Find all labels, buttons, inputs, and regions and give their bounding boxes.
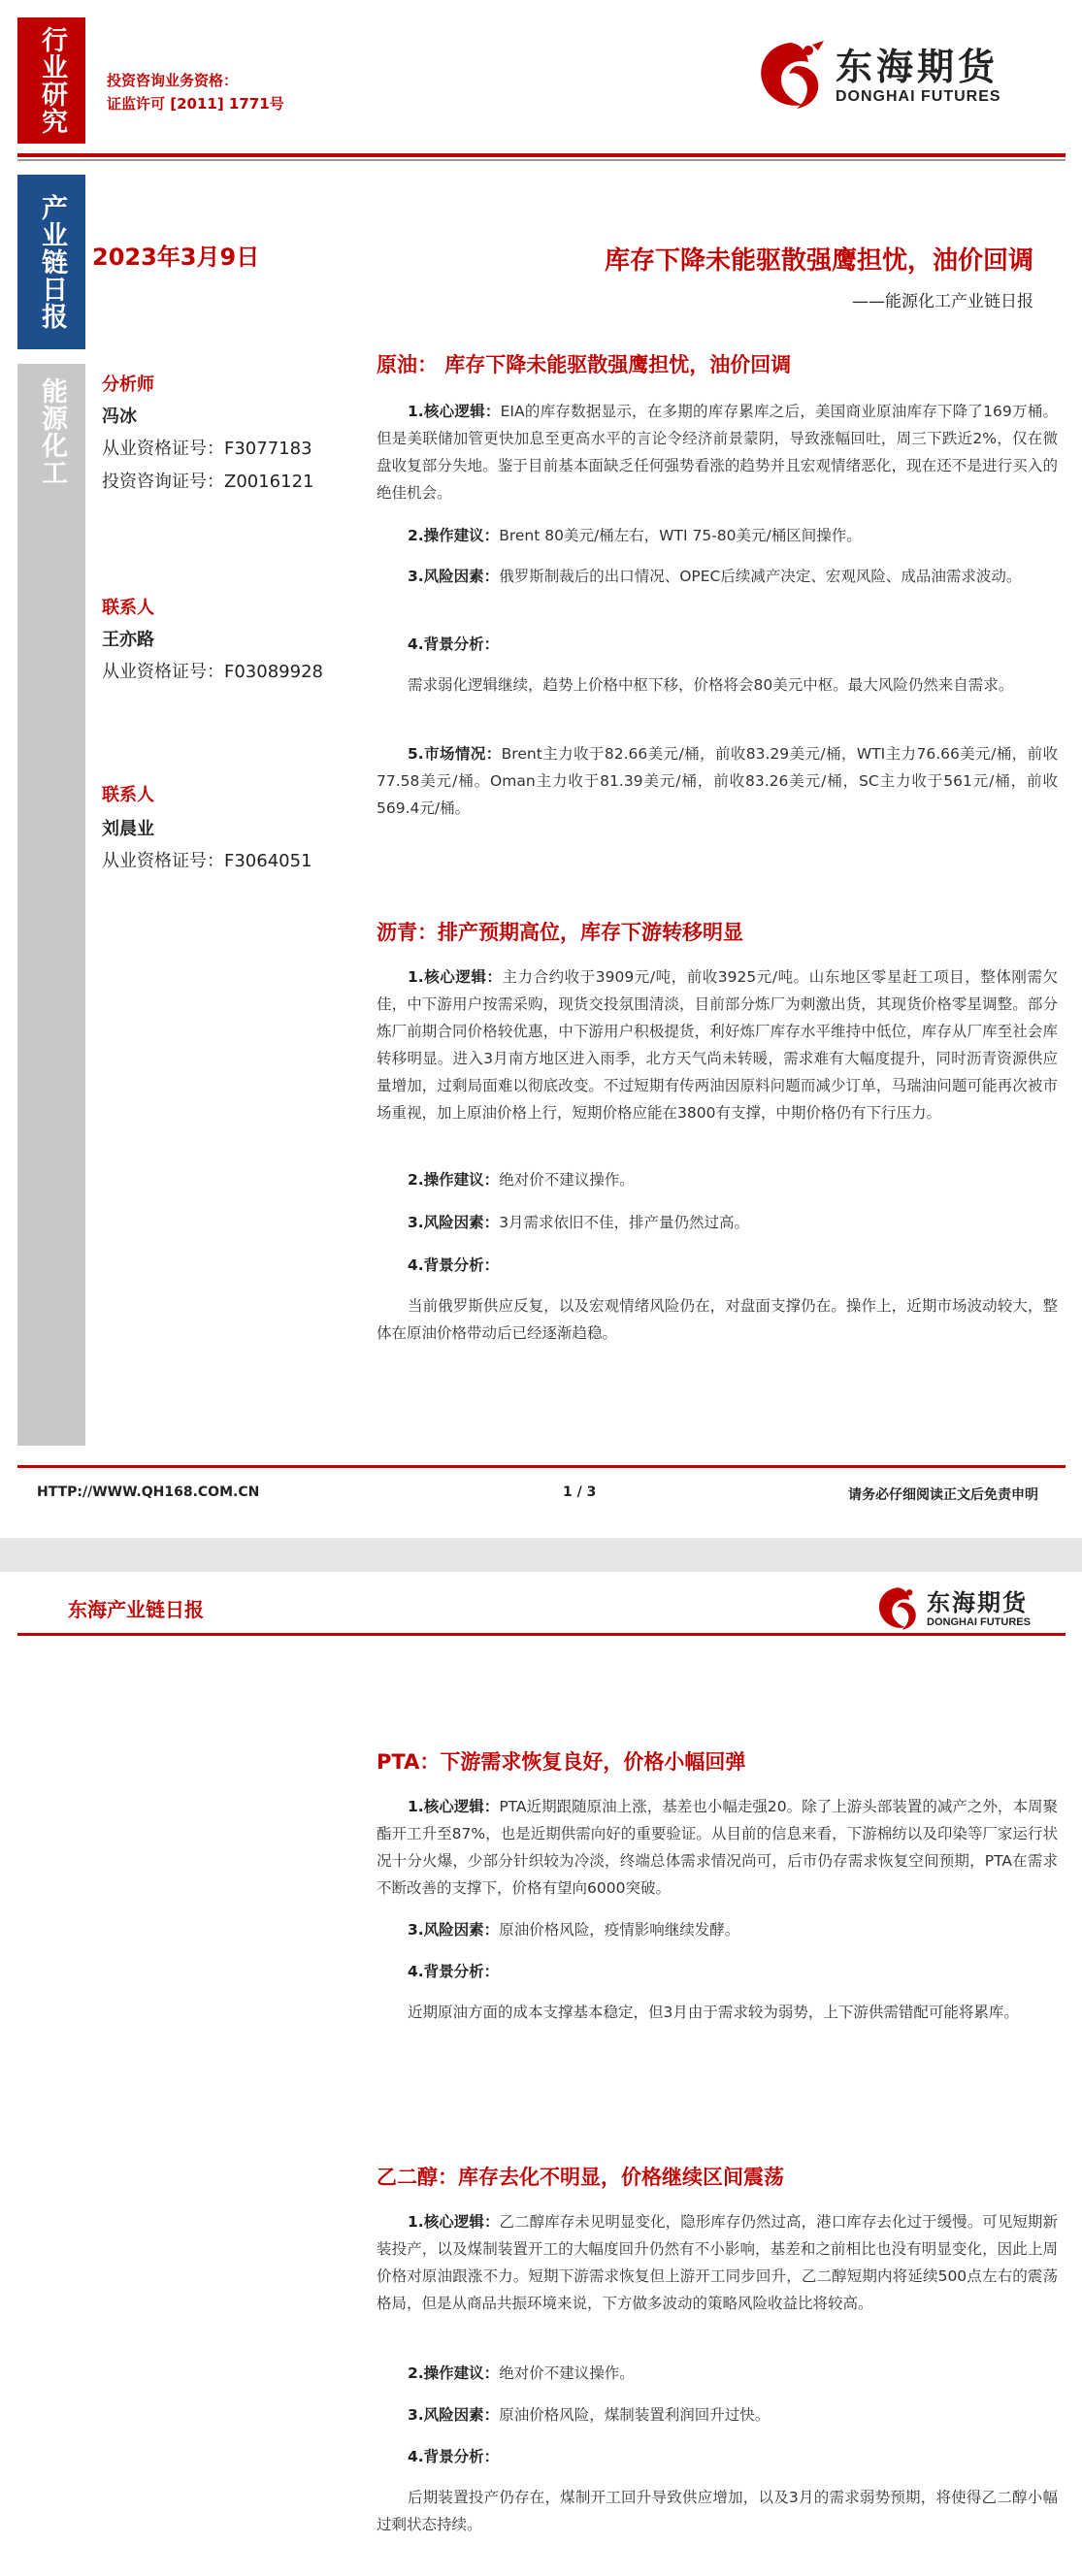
para-label: 2.操作建议：: [408, 1171, 500, 1189]
para-text: 原油价格风险，煤制装置利润回升过快。: [499, 2406, 771, 2424]
analyst-cert: 从业资格证号：F3077183: [102, 439, 312, 459]
para-label: 3.风险因素：: [408, 1214, 500, 1231]
logo-cn-text: 东海期货: [927, 1588, 1028, 1616]
pta-background-label: [377, 1958, 1058, 1985]
section-title-meg: 乙二醇：库存去化不明显，价格继续区间震荡: [377, 2166, 784, 2189]
meg-background-label: [377, 2443, 1058, 2470]
para-label: 4.背景分析：: [408, 1256, 500, 1274]
para-text: 3月需求依旧不佳，排产量仍然过高。: [499, 1214, 750, 1231]
contact-cert: 从业资格证号：F03089928: [102, 662, 323, 682]
side-tab-label: 产业链日报: [37, 194, 67, 330]
contact-name: 王亦路: [102, 630, 154, 650]
para-text: 绝对价不建议操作。: [499, 1171, 635, 1189]
page-number: 1 / 3: [563, 1484, 597, 1500]
contact-heading: 联系人: [102, 598, 154, 618]
report-subtitle: ——能源化工产业链日报: [852, 292, 1033, 311]
para-label: 3.风险因素：: [408, 1921, 500, 1939]
report-title: 库存下降未能驱散强鹰担忧，油价回调: [604, 246, 1033, 276]
para-label: 3.风险因素：: [408, 568, 500, 585]
para-label: 2.操作建议：: [408, 2364, 500, 2382]
header-rule: [17, 153, 1066, 157]
para-text: 绝对价不建议操作。: [499, 2364, 635, 2382]
page2-header-rule: [17, 1633, 1066, 1636]
section-title-crude: 原油： 库存下降未能驱散强鹰担忧，油价回调: [377, 353, 792, 376]
crude-core-logic: [377, 398, 1058, 506]
meg-core-logic: [377, 2208, 1058, 2317]
side-tab-label: 行业研究: [37, 26, 67, 135]
para-label: 1.核心逻辑：: [408, 2213, 500, 2231]
para-text: 乙二醇库存未见明显变化，隐形库存仍然过高，港口库存去化过于缓慢。可见短期新装投产，以及煤制装置开工的大幅度回升仍然有不小影响，基差和之前相比也没有明显变化，因此上周价格对原油跟涨不力。短期下游需求恢复但上游开工同步回升，乙二醇短期内将延续500点左右的震荡格局，但是从商品共振环境来说，下方做多波动的策略风险收益比将较高。: [377, 2213, 1058, 2312]
para-label: 4.背景分析：: [408, 636, 500, 653]
pta-risk: [377, 1916, 1058, 1943]
para-text: 当前俄罗斯供应反复，以及宏观情绪风险仍在，对盘面支撑仍在。操作上，近期市场波动较大，整体在原油价格带动后已经逐渐趋稳。: [377, 1297, 1058, 1342]
para-text: Brent主力收于82.66美元/桶，前收83.29美元/桶，WTI主力76.66美元/桶，前收77.58美元/桶。Oman主力收于81.39美元/桶，前收83.26美元/桶，SC主力收于561元/桶，前收569.4元/桶。: [377, 745, 1058, 817]
section-title-asphalt: 沥青：排产预期高位，库存下游转移明显: [377, 921, 743, 944]
para-text: 原油价格风险，疫情影响继续发酵。: [499, 1921, 740, 1939]
donghai-logo: [752, 37, 1001, 114]
report-date: 2023年3月9日: [92, 244, 260, 271]
section-title-pta: PTA：下游需求恢复良好，价格小幅回弹: [377, 1750, 746, 1774]
pta-background: [377, 1999, 1058, 2026]
para-label: 4.背景分析：: [408, 2448, 500, 2465]
pta-core-logic: [377, 1793, 1058, 1902]
para-text: 近期原油方面的成本支撑基本稳定，但3月由于需求较为弱势，上下游供需错配可能将累库。: [408, 2004, 1019, 2021]
qualification-line-2: 证监许可 [2011] 1771号: [107, 95, 284, 113]
para-label: 5.市场情况：: [408, 745, 502, 763]
para-text: 后期装置投产仍存在，煤制开工回升导致供应增加，以及3月的需求弱势预期，将使得乙二醇小幅过剩状态持续。: [377, 2489, 1058, 2533]
meg-background: [377, 2484, 1058, 2538]
crude-background-label: [377, 631, 1058, 658]
crude-suggestion: [377, 522, 1058, 549]
side-tab-label: 能源化工: [37, 377, 67, 486]
para-text: Brent 80美元/桶左右，WTI 75-80美元/桶区间操作。: [499, 527, 862, 544]
para-label: 4.背景分析：: [408, 1963, 500, 1980]
analyst-name: 冯冰: [102, 407, 137, 427]
dragon-logo-icon: [752, 37, 828, 114]
asphalt-risk: [377, 1209, 1058, 1236]
para-text: PTA近期跟随原油上涨，基差也小幅走强20。除了上游头部装置的减产之外，本周聚酯开工升至87%，也是近期供需向好的重要验证。从目前的信息来看，下游棉纺以及印染等厂家运行状况十分火爆，少部分针织较为冷淡，终端总体需求情况尚可，后市仍存需求恢复空间预期，PTA在需求不断改善的支撑下，价格有望向6000突破。: [377, 1798, 1058, 1897]
para-label: 2.操作建议：: [408, 527, 500, 544]
para-label: 1.核心逻辑：: [408, 403, 501, 420]
side-tab-chain-daily: [17, 175, 85, 349]
meg-suggestion: [377, 2360, 1058, 2387]
para-text: 需求弱化逻辑继续，趋势上价格中枢下移，价格将会80美元中枢。最大风险仍然来自需求。: [408, 676, 1014, 694]
asphalt-background: [377, 1292, 1058, 1347]
crude-risk: [377, 563, 1058, 590]
logo-en-text: DONGHAI FUTURES: [836, 88, 1001, 105]
contact-heading: 联系人: [102, 785, 154, 805]
analyst-heading: 分析师: [102, 375, 154, 395]
para-label: 1.核心逻辑：: [408, 968, 503, 986]
asphalt-background-label: [377, 1252, 1058, 1279]
para-label: 1.核心逻辑：: [408, 1798, 500, 1815]
dragon-logo-icon: [873, 1583, 922, 1634]
donghai-logo: [873, 1583, 1031, 1634]
footer-url-link[interactable]: HTTP://WWW.QH168.COM.CN: [37, 1484, 260, 1500]
para-label: 3.风险因素：: [408, 2406, 500, 2424]
para-text: EIA的库存数据显示，在多期的库存累库之后，美国商业原油库存下降了169万桶。但是美联储加管更快加息至更高水平的言论令经济前景蒙阴，导致涨幅回吐，周三下跌近2%，仅在微盘收复部分失地。鉴于目前基本面缺乏任何强势看涨的趋势并且宏观情绪恶化，现在还不是进行买入的绝佳机会。: [377, 403, 1058, 502]
side-tab-energy-chemical: [17, 364, 85, 1446]
analyst-advisor-cert: 投资咨询证号：Z0016121: [102, 472, 314, 492]
qualification-line-1: 投资咨询业务资格：: [107, 72, 239, 89]
para-text: 主力合约收于3909元/吨，前收3925元/吨。山东地区零星赶工项目，整体刚需欠佳，中下游用户按需采购，现货交投氛围清淡，目前部分炼厂为刺激出货，其现货价格零星调整。部分炼厂前期合同价格较优惠，中下游用户积极提货，利好炼厂库存水平维持中低位，库存从厂库至社会库转移明显。进入3月南方地区进入雨季，北方天气尚未转暖，需求难有大幅度提升，同时沥青资源供应量增加，过剩局面难以彻底改变。不过短期有传两油因原料问题而减少订单，马瑞油问题可能再次被市场重视，加上原油价格上行，短期价格应能在3800有支撑，中期价格仍有下行压力。: [377, 968, 1058, 1122]
asphalt-core-logic: [377, 963, 1058, 1126]
crude-background: [377, 671, 1058, 699]
header-rule-thin: [17, 159, 1066, 161]
footer-disclaimer: 请务必仔细阅读正文后免责申明: [848, 1487, 1038, 1503]
meg-risk: [377, 2401, 1058, 2429]
side-tab-industry-research: [17, 17, 85, 144]
contact-name: 刘晨业: [102, 819, 154, 839]
asphalt-suggestion: [377, 1166, 1058, 1193]
logo-en-text: DONGHAI FUTURES: [927, 1616, 1031, 1628]
page-separator: [0, 1538, 1082, 1572]
page2-header-title: 东海产业链日报: [68, 1598, 204, 1621]
logo-cn-text: 东海期货: [836, 45, 1000, 88]
crude-market: [377, 740, 1058, 822]
para-text: 俄罗斯制裁后的出口情况、OPEC后续减产决定、宏观风险、成品油需求波动。: [499, 568, 1022, 585]
contact-cert: 从业资格证号：F3064051: [102, 851, 312, 871]
footer-rule: [17, 1465, 1066, 1468]
